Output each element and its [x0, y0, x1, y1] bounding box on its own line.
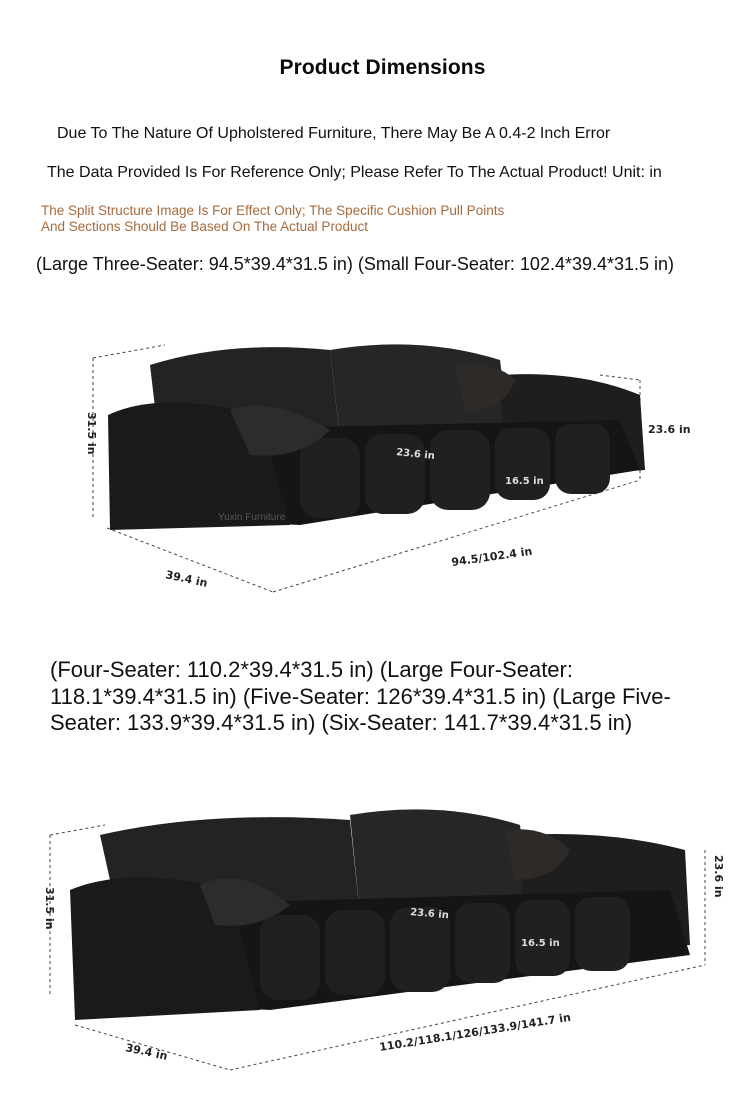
- arm-height-label: 23.6 in: [648, 423, 691, 436]
- seat-height-label: 16.5 in: [505, 476, 544, 487]
- depth-label: 39.4 in: [124, 1041, 169, 1063]
- reference-note: The Data Provided Is For Reference Only; Please Refer To The Actual Product! Unit: in: [47, 164, 662, 181]
- height-label: 31.5 in: [85, 412, 98, 455]
- width-label: 94.5/102.4 in: [450, 544, 534, 569]
- error-note: Due To The Nature Of Upholstered Furniture, There May Be A 0.4-2 Inch Error: [57, 125, 611, 142]
- seat-height-label: 16.5 in: [521, 938, 560, 949]
- sofa-image-2: [0, 795, 750, 1085]
- split-structure-note: [41, 203, 601, 235]
- page-title: Product Dimensions: [279, 56, 486, 79]
- split-note-line-2: And Sections Should Be Based On The Actual Product: [41, 219, 368, 234]
- depth-label: 39.4 in: [164, 568, 209, 590]
- watermark-text: Yuxin Furniture: [218, 512, 286, 523]
- back-depth-label: 23.6 in: [409, 907, 450, 922]
- back-depth-label: 23.6 in: [395, 447, 436, 463]
- split-note-line-1: The Split Structure Image Is For Effect Only; The Specific Cushion Pull Points: [41, 203, 505, 218]
- height-label: 31.5 in: [43, 887, 56, 930]
- sofa-image-1: [0, 320, 750, 620]
- spec-three-four-seater: (Large Three-Seater: 94.5*39.4*31.5 in) (Small Four-Seater: 102.4*39.4*31.5 in): [36, 254, 675, 274]
- arm-height-label: 23.6 in: [712, 855, 725, 898]
- spec-four-to-six-seater: (Four-Seater: 110.2*39.4*31.5 in) (Large Four-Seater: 118.1*39.4*31.5 in) (Five-Seater: 126*39.4*31.5 in) (Large Five-Seater: 133.9*39.4*31.5 in) (Six-Seater: 141.7*39.4*31.5 in): [50, 657, 671, 735]
- width-label: 110.2/118.1/126/133.9/141.7 in: [378, 1010, 572, 1054]
